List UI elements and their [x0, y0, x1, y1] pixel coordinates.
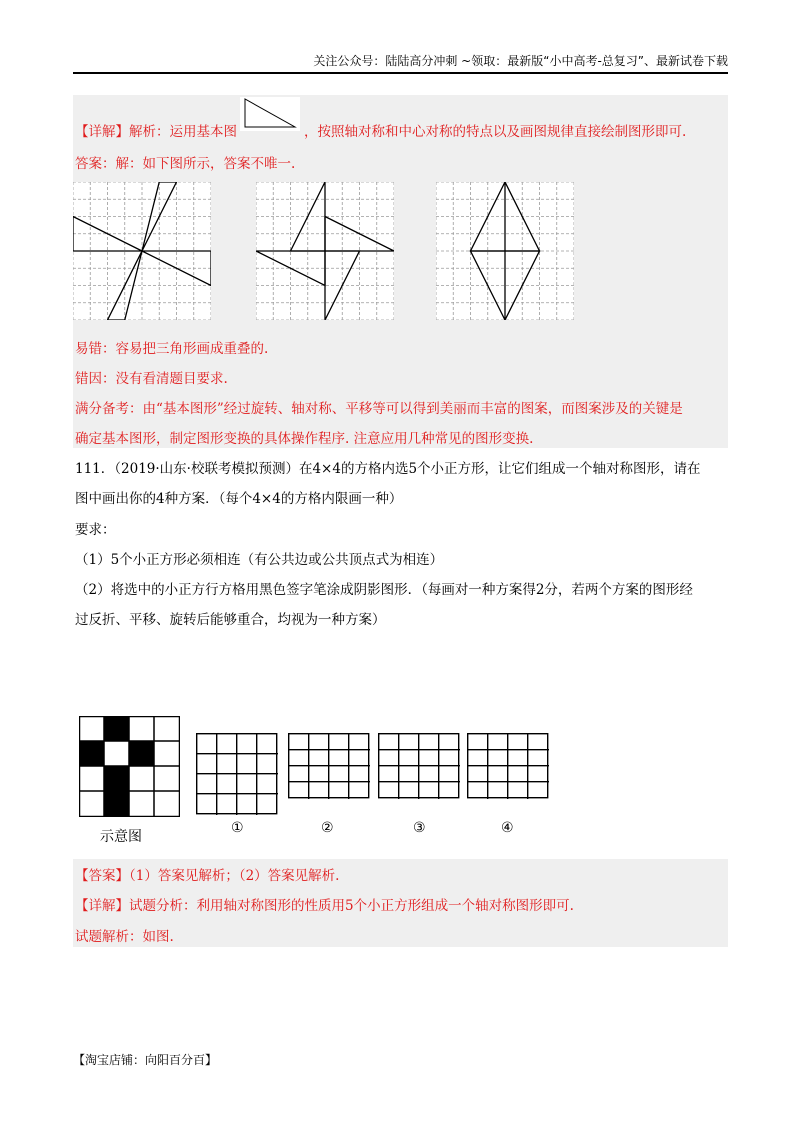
requirement-heading: 要求： — [75, 522, 116, 538]
page-header: 关注公众号：陆陆高分冲刺 ~领取：最新版“小中高考-总复习”、最新试卷下载 — [73, 50, 728, 74]
grid-label-4: ④ — [501, 820, 514, 836]
answer-line: 答案：解：如下图所示，答案不唯一. — [75, 156, 296, 172]
answer-grid-4 — [467, 733, 549, 799]
basic-triangle-figure — [240, 97, 300, 131]
requirement-2a: （2）将选中的小正方行方格用黑色签字笔涂成阴影图形．（每画对一种方案得2分，若两个方案的图形经 — [75, 582, 693, 598]
answer-figure-1 — [73, 182, 211, 320]
answer-grid-2 — [288, 733, 370, 799]
question-line-1: 111．（2019·山东·校联考模拟预测）在4×4的方格内选5个小正方形，让它们组成一个轴对称图形，请在 — [75, 461, 701, 477]
grid-label-2: ② — [321, 820, 334, 836]
question-line-2: 图中画出你的4种方案．（每个4×4的方格内限画一种） — [75, 491, 403, 507]
answer-grid-1 — [196, 733, 278, 815]
detail-line — [75, 120, 237, 140]
detail-text-a: 解析：运用基本图 — [129, 124, 237, 140]
page-footer: 【淘宝店铺：向阳百分百】 — [73, 1053, 218, 1067]
answer-tag: 【答案】 — [75, 868, 129, 884]
answer-figure-3 — [436, 182, 574, 320]
detail-analysis — [75, 894, 574, 914]
detail-tag-2: 【详解】 — [75, 898, 129, 914]
requirement-2b: 过反折、平移、旋转后能够重合，均视为一种方案） — [75, 612, 386, 628]
mistake-line: 易错：容易把三角形画成重叠的. — [75, 341, 269, 357]
answer-figure-2 — [256, 182, 394, 320]
example-label: 示意图 — [100, 829, 142, 845]
solution-line: 试题解析：如图. — [75, 929, 174, 945]
grid-label-3: ③ — [413, 820, 426, 836]
example-grid — [79, 716, 180, 817]
requirement-1: （1）5个小正方形必须相连（有公共边或公共顶点式为相连） — [75, 552, 444, 568]
answer-summary — [75, 864, 339, 884]
detail-tag: 【详解】 — [75, 124, 129, 140]
grid-label-1: ① — [231, 820, 244, 836]
answer-grid-3 — [378, 733, 460, 799]
answer-text: （1）答案见解析；（2）答案见解析. — [129, 868, 340, 884]
detail-text-b: ，按照轴对称和中心对称的特点以及画图规律直接绘制图形即可. — [304, 124, 687, 140]
cause-line: 错因：没有看清题目要求. — [75, 371, 228, 387]
tip-line-1: 满分备考：由“基本图形”经过旋转、轴对称、平移等可以得到美丽而丰富的图案，而图案涉及的关键是 — [75, 401, 683, 417]
tip-line-2: 确定基本图形，制定图形变换的具体操作程序. 注意应用几种常见的图形变换. — [75, 431, 534, 447]
detail-text-2: 试题分析：利用轴对称图形的性质用5个小正方形组成一个轴对称图形即可. — [129, 898, 574, 914]
